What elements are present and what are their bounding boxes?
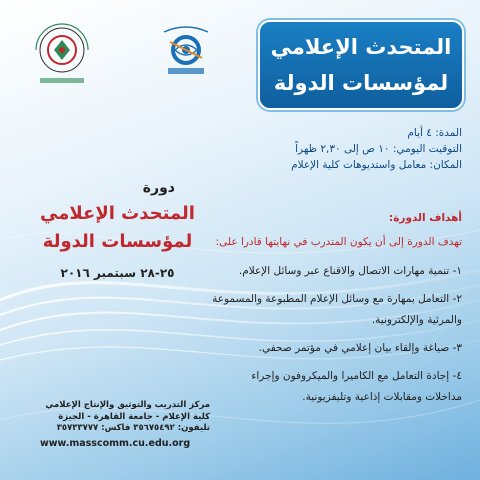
location-text: المكان: معامل واستديوهات كلية الإعلام xyxy=(291,159,462,171)
header-title-line1: المتحدث الإعلامي xyxy=(270,35,452,59)
duration-text: المدة: ٤ أيام xyxy=(407,127,462,139)
objective-item: ٢- التعامل بمهارة مع وسائل الإعلام المطبوعة والمسموعة والمرئية والإلكترونية. xyxy=(212,293,462,326)
org-name-line2: كلية الإعلام - جامعة القاهرة - الجيزة xyxy=(58,411,210,422)
header-title-line2: لمؤسسات الدولة xyxy=(273,71,449,95)
course-label: دورة xyxy=(142,180,175,196)
objective-item: ٤- إجادة التعامل مع الكاميرا والميكروفون وإجراء مداخلات ومقابلات إذاعية وتليفزيونية. xyxy=(251,370,462,403)
org-name-line1: مركز التدريب والتوثيق والإنتاج الإعلامي xyxy=(45,400,210,410)
website-link[interactable]: www.masscomm.cu.edu.org xyxy=(40,437,191,449)
course-title-line1: المتحدث الإعلامي xyxy=(40,203,195,224)
course-title-line2: لمؤسسات الدولة xyxy=(42,231,193,252)
center-logo xyxy=(26,18,98,90)
course-title-block xyxy=(20,180,215,280)
course-date: ٢٥-٢٨ سبتمبر ٢٠١٦ xyxy=(60,266,175,280)
contact-block xyxy=(40,400,210,449)
objectives-section xyxy=(212,212,462,415)
objective-item: ٣- صياغة وإلقاء بيان إعلامي في مؤتمر صحفي. xyxy=(258,342,462,354)
phone-fax-text: تليفون: ٣٥٦٧٥٤٩٢ فاكس: ٣٥٧٣٣٧٧٧ xyxy=(56,423,210,433)
daily-timing-text: التوقيت اليومي: ١٠ ص إلى ٢,٣٠ ظهراً xyxy=(295,143,462,155)
objectives-heading: أهداف الدورة: xyxy=(389,212,462,224)
faculty-logo xyxy=(156,20,216,80)
header-title-box xyxy=(258,20,464,110)
objectives-intro: تهدف الدورة إلى أن يكون المتدرب في نهايتها قادرا على: xyxy=(215,236,462,248)
course-info xyxy=(232,125,462,173)
objective-item: ١- تنمية مهارات الاتصال والاقناع عبر وسائل الإعلام. xyxy=(238,265,462,277)
